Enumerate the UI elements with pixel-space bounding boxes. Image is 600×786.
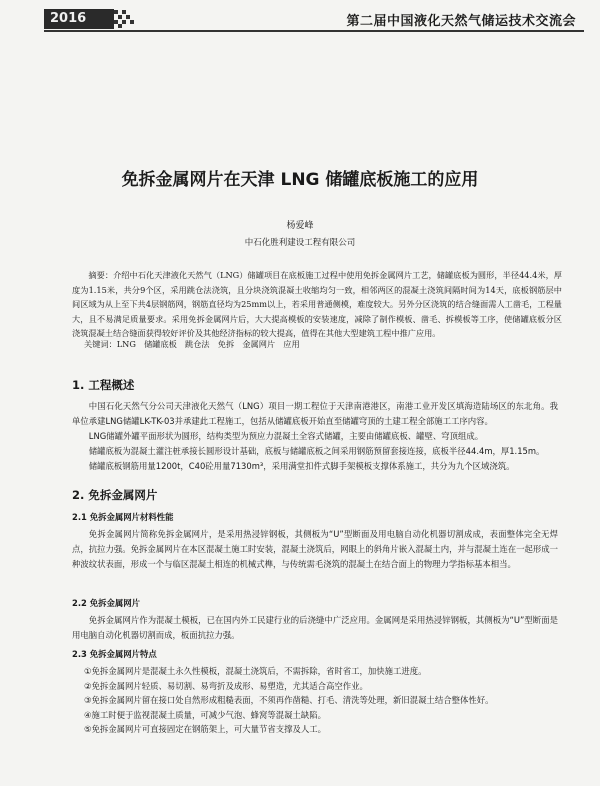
- paper-author: 杨爱峰: [286, 221, 314, 231]
- section-1-paragraph: 储罐底板钢筋用量1200t，C40砼用量7130m³，采用满堂扣件式脚手架模板支撑体系施工，共分为九个区域浇筑。: [88, 461, 515, 471]
- section-1-paragraph: 中国石化天然气分公司天津液化天然气（LNG）项目一期工程位于天津南港港区，南港工业开发区填海造陆场区的东北角。我单位承建LNG储罐LK-TK-03并承建此工程施工，包括从储罐底板开始直至储罐穹顶的土建工程全部施工工序内容。: [72, 401, 558, 426]
- section-2-2-heading: 2.2 免拆金属网片: [72, 598, 141, 608]
- conference-title: 第二届中国液化天然气储运技术交流会: [346, 14, 576, 29]
- section-2-3-heading: 2.3 免拆金属网片特点: [72, 649, 157, 659]
- section-2-1-heading: 2.1 免拆金属网片材料性能: [72, 512, 174, 522]
- section-2-heading: 2. 免拆金属网片: [72, 488, 158, 502]
- list-item: ⑤免拆金属网片可直接固定在钢筋架上，可大量节省支撑及人工。: [84, 724, 327, 735]
- section-1-paragraph: LNG储罐外罐平面形状为圆形，结构类型为预应力混凝土全容式储罐，主要由储罐底板、罐壁、穹顶组成。: [88, 431, 484, 441]
- keywords: 关键词：LNG 储罐底板 跳仓法 免拆 金属网片 应用: [84, 339, 300, 349]
- paper-affiliation: 中石化胜利建设工程有限公司: [244, 238, 356, 248]
- abstract: 摘要：介绍中石化天津液化天然气（LNG）储罐项目在底板施工过程中使用免拆金属网片工艺，储罐底板为圆形，半径44.4米，厚度为1.15米，共分9个区，采用跳仓法浇筑，且分块浇筑混凝土收缩均匀一致，相邻两区的混凝土浇筑间隔时间为14天，底板钢筋层中间区域为从上至下共4层钢筋网，钢筋直径均为25mm以上，若采用普通侧模，难度较大。另外分区浇筑的结合缝面需人工凿毛，工程量大，且不易满足质量要求。采用免拆金属网片后，大大提高模板的安装速度，减除了制作模板、凿毛、拆模板等工序，使储罐底板分区浇筑混凝土结合缝面获得较好评价及其他经济指标的较大提高，值得在其他大型建筑工程中推广应用。: [72, 270, 562, 339]
- feature-list: [84, 664, 554, 737]
- list-item: ②免拆金属网片轻质、易切割、易弯折及成形、易塑造，尤其适合高空作业。: [84, 680, 368, 691]
- section-1-heading: 1. 工程概述: [72, 378, 135, 392]
- header-rule: [44, 30, 584, 32]
- list-item: ①免拆金属网片是混凝土永久性模板，混凝土浇筑后，不需拆除，省时省工，加快施工进度。: [84, 666, 427, 676]
- paper-title: 免拆金属网片在天津 LNG 储罐底板施工的应用: [121, 170, 479, 190]
- header-decoration: [114, 10, 134, 28]
- page-header: [0, 6, 600, 32]
- list-item: ④施工时便于监视混凝土质量，可减少气泡、蜂窝等混凝土缺陷。: [84, 709, 327, 720]
- header-year: 2016: [44, 9, 114, 29]
- list-item: ③免拆金属网片留在接口处自然形成粗糙表面，不须再作凿糙、打毛、清洗等处理，新旧混凝土结合整体性好。: [84, 695, 494, 706]
- section-2-1-paragraph: 免拆金属网片简称免拆金属网片，是采用热浸锌钢板，其侧板为“U”型断面及用电脑自动化机器切割成成，表面整体完全无焊点，抗拉力强。免拆金属网片在本区混凝土施工时安装，混凝土浇筑后，网眼上的斜角片嵌入混凝土内，并与混凝土连在一起形成一种波纹状表面，形成一个与临区混凝土相连的机械式榫，与传统需毛浇筑的混凝土在结合面上的物理力学指标基本相当。: [72, 529, 558, 569]
- section-1-paragraph: 储罐底板为混凝土灌注桩承接长圆形设计基础，底板与储罐底板之间采用钢筋预留套接连接，底板半径44.4m，厚1.15m。: [88, 446, 545, 456]
- section-2-2-paragraph: 免拆金属网片作为混凝土模板，已在国内外工民建行业的后浇缝中广泛应用。金属网是采用热浸锌钢板，其侧板为“U”型断面是用电脑自动化机器切割而成，板面抗拉力强。: [72, 615, 558, 640]
